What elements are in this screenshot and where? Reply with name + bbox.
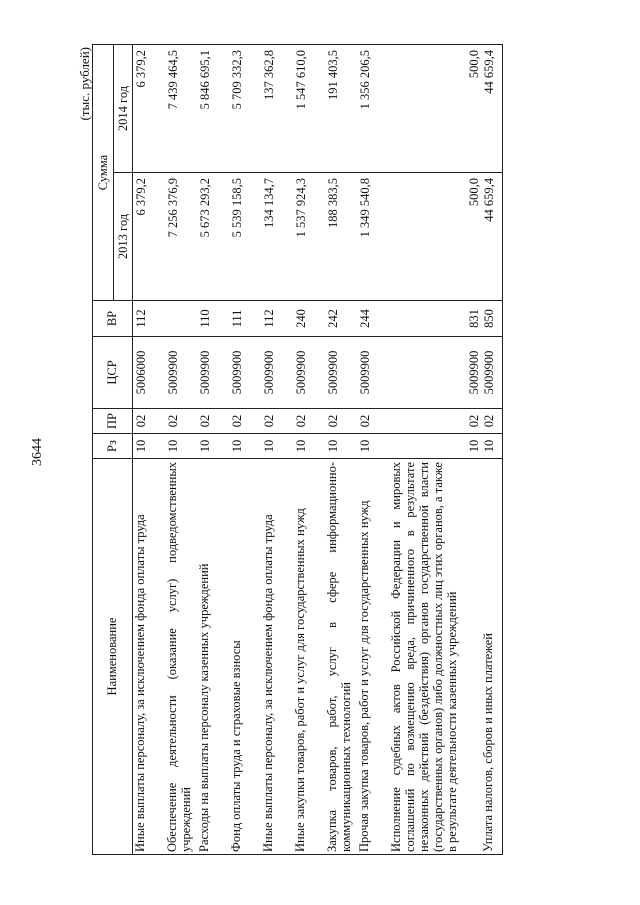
table-body [133, 45, 503, 855]
row-vr: 110 [197, 301, 229, 337]
table-row [261, 45, 293, 855]
row-rz: 10 [389, 434, 481, 459]
row-rz: 10 [197, 434, 229, 459]
table-row [389, 45, 481, 855]
row-2014: 44 659,4 [481, 45, 503, 173]
row-vr: 244 [357, 301, 389, 337]
row-2013: 1 349 540,8 [357, 173, 389, 301]
header-name: Наименование [93, 459, 133, 855]
row-rz: 10 [481, 434, 503, 459]
row-rz: 10 [325, 434, 357, 459]
budget-table [92, 44, 503, 855]
table-row [325, 45, 357, 855]
row-2013: 7 256 376,9 [165, 173, 197, 301]
row-2014: 191 403,5 [325, 45, 357, 173]
row-2014: 1 356 206,5 [357, 45, 389, 173]
row-pr: 02 [389, 409, 481, 434]
row-csr: 5009900 [357, 337, 389, 409]
table-row [357, 45, 389, 855]
row-vr: 240 [293, 301, 325, 337]
row-vr [165, 301, 197, 337]
row-name: Исполнение судебных актов Российской Федерации и мировых соглашений по возмещению вреда, причиненного в результате незаконных действий (бездействия) органов государственной власти (государственных органов) либо должностных лиц этих органов, а также в результате деятельности казенных учреждений [389, 459, 481, 855]
table-row [197, 45, 229, 855]
row-vr: 111 [229, 301, 261, 337]
row-name: Расходы на выплаты персоналу казенных учреждений [197, 459, 229, 855]
units-label: (тыс. рублей) [77, 47, 92, 121]
row-csr: 5009900 [389, 337, 481, 409]
row-name: Обеспечение деятельности (оказание услуг) подведомственных учреждений [165, 459, 197, 855]
row-pr: 02 [261, 409, 293, 434]
table-row [229, 45, 261, 855]
row-rz: 10 [165, 434, 197, 459]
row-pr: 02 [325, 409, 357, 434]
table-header [93, 45, 133, 855]
row-2013: 5 539 158,5 [229, 173, 261, 301]
row-vr: 112 [261, 301, 293, 337]
row-vr: 242 [325, 301, 357, 337]
row-vr: 112 [133, 301, 165, 337]
row-2013: 1 537 924,3 [293, 173, 325, 301]
row-2013: 188 383,5 [325, 173, 357, 301]
header-2014: 2014 год [114, 45, 133, 173]
row-name: Иные выплаты персоналу, за исключением фонда оплаты труда [133, 459, 165, 855]
row-2014: 137 362,8 [261, 45, 293, 173]
row-rz: 10 [261, 434, 293, 459]
table-row [133, 45, 165, 855]
row-csr: 5009900 [261, 337, 293, 409]
row-name: Иные закупки товаров, работ и услуг для государственных нужд [293, 459, 325, 855]
row-csr: 5009900 [481, 337, 503, 409]
header-pr: ПР [93, 409, 133, 434]
row-csr: 5006000 [133, 337, 165, 409]
row-2014: 6 379,2 [133, 45, 165, 173]
row-name: Фонд оплаты труда и страховые взносы [229, 459, 261, 855]
row-pr: 02 [293, 409, 325, 434]
row-2014: 500,0 [389, 45, 481, 173]
row-2014: 1 547 610,0 [293, 45, 325, 173]
row-name: Закупка товаров, работ, услуг в сфере информационно-коммуникационных технологий [325, 459, 357, 855]
page-number: 3644 [30, 438, 45, 466]
row-csr: 5009900 [165, 337, 197, 409]
header-csr: ЦСР [93, 337, 133, 409]
row-2013: 44 659,4 [481, 173, 503, 301]
row-2013: 5 673 293,2 [197, 173, 229, 301]
header-sum: Сумма [93, 45, 114, 301]
row-2014: 5 709 332,3 [229, 45, 261, 173]
row-2013: 134 134,7 [261, 173, 293, 301]
row-rz: 10 [293, 434, 325, 459]
row-pr: 02 [197, 409, 229, 434]
row-pr: 02 [357, 409, 389, 434]
row-csr: 5009900 [197, 337, 229, 409]
row-pr: 02 [165, 409, 197, 434]
row-pr: 02 [133, 409, 165, 434]
table-row [293, 45, 325, 855]
budget-table-block [78, 45, 568, 855]
row-csr: 5009900 [293, 337, 325, 409]
row-rz: 10 [229, 434, 261, 459]
header-2013: 2013 год [114, 173, 133, 301]
row-name: Уплата налогов, сборов и иных платежей [481, 459, 503, 855]
row-pr: 02 [229, 409, 261, 434]
row-vr: 850 [481, 301, 503, 337]
row-rz: 10 [133, 434, 165, 459]
table-row [165, 45, 197, 855]
row-2014: 5 846 695,1 [197, 45, 229, 173]
row-name: Прочая закупка товаров, работ и услуг для государственных нужд [357, 459, 389, 855]
row-2013: 6 379,2 [133, 173, 165, 301]
table-row [481, 45, 503, 855]
row-pr: 02 [481, 409, 503, 434]
header-vr: ВР [93, 301, 133, 337]
row-csr: 5009900 [325, 337, 357, 409]
row-2013: 500,0 [389, 173, 481, 301]
row-name: Иные выплаты персоналу, за исключением фонда оплаты труда [261, 459, 293, 855]
row-csr: 5009900 [229, 337, 261, 409]
header-rz: Рз [93, 434, 133, 459]
row-rz: 10 [357, 434, 389, 459]
row-vr: 831 [389, 301, 481, 337]
row-2014: 7 439 464,5 [165, 45, 197, 173]
